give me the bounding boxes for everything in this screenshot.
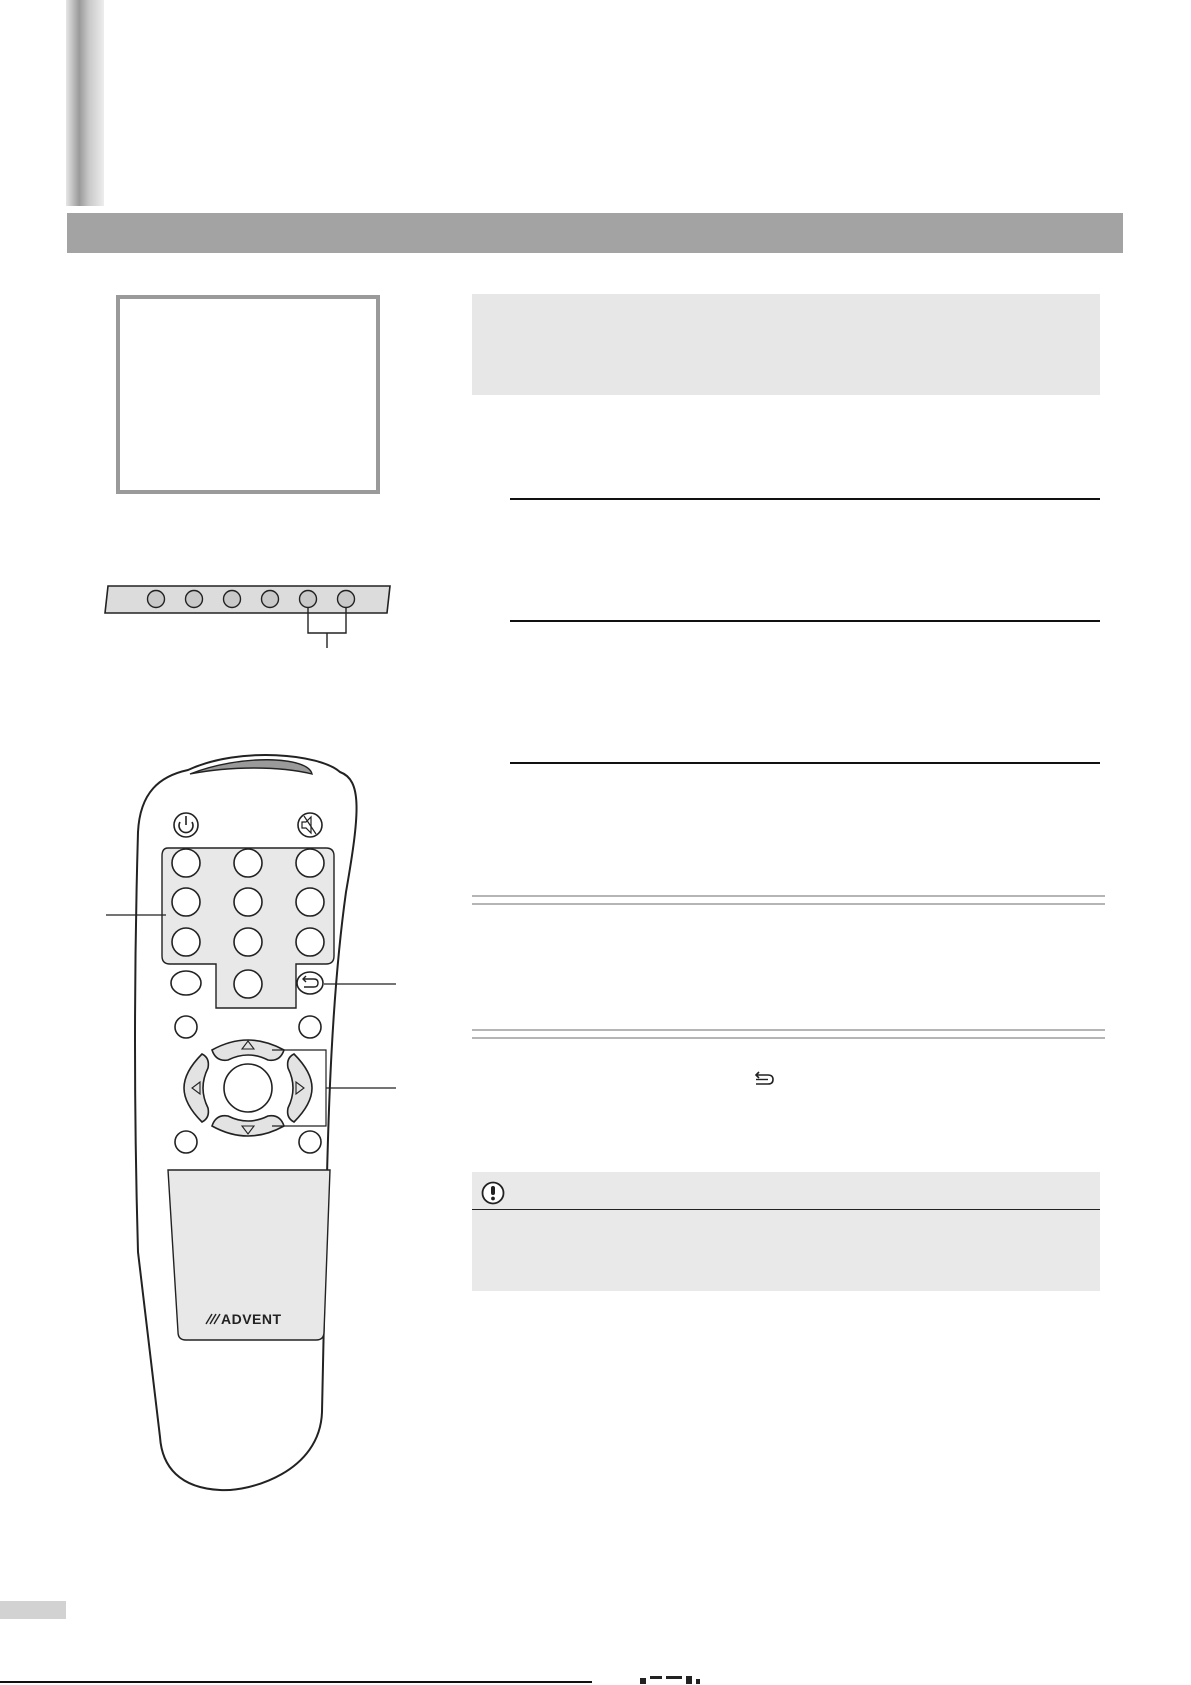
panel-button-3: [224, 591, 241, 608]
left-function-button: [171, 971, 201, 995]
decorative-side-stripe: [66, 0, 104, 206]
key-0: [234, 970, 262, 998]
section-divider-1: [472, 895, 1105, 905]
note-box: [472, 1172, 1100, 1291]
key-4: [172, 888, 200, 916]
svg-text:ADVENT: ADVENT: [221, 1311, 282, 1327]
step-divider-1: [510, 498, 1100, 500]
instruction-header-panel: [472, 294, 1100, 395]
section-title-bar: [67, 213, 1123, 253]
tv-screen-illustration: [116, 295, 380, 494]
panel-button-1: [148, 591, 165, 608]
panel-button-5: [300, 591, 317, 608]
remote-control-illustration: [100, 752, 400, 1502]
panel-button-6: [338, 591, 355, 608]
panel-callout-bracket: [308, 608, 346, 648]
note-divider: [472, 1209, 1100, 1210]
enter-button: [224, 1064, 272, 1112]
small-button-right-upper: [299, 1016, 321, 1038]
exclamation-icon: [481, 1181, 505, 1205]
recall-button: [297, 972, 323, 994]
front-panel-illustration: [100, 578, 400, 650]
key-3: [296, 849, 324, 877]
key-9: [296, 928, 324, 956]
page-number-tab: [0, 1601, 66, 1619]
small-button-left-upper: [175, 1016, 197, 1038]
key-2: [234, 849, 262, 877]
step-divider-2: [510, 620, 1100, 622]
step-divider-3: [510, 762, 1100, 764]
small-button-left-lower: [175, 1131, 197, 1153]
panel-button-4: [262, 591, 279, 608]
footer-rule: [0, 1681, 592, 1683]
small-button-right-lower: [299, 1131, 321, 1153]
navigation-pad: [184, 1040, 312, 1136]
key-7: [172, 928, 200, 956]
key-6: [296, 888, 324, 916]
key-1: [172, 849, 200, 877]
footer-registration-mark: [640, 1674, 760, 1685]
recall-inline-icon: [750, 1070, 780, 1090]
key-8: [234, 928, 262, 956]
panel-button-2: [186, 591, 203, 608]
key-5: [234, 888, 262, 916]
keypad-callout-line: [0, 905, 170, 925]
section-divider-2: [472, 1029, 1105, 1039]
